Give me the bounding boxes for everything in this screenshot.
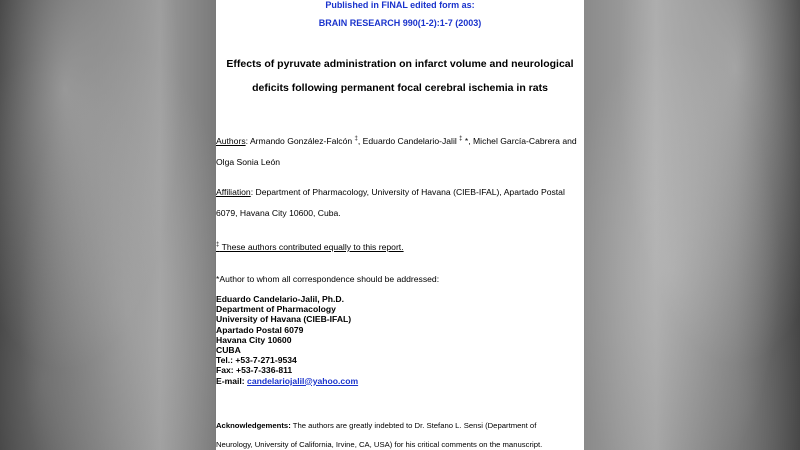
address-email-row (216, 376, 358, 386)
address-country: CUBA (216, 345, 241, 356)
author-2-mark: ‡ (459, 136, 463, 142)
publication-line-1: Published in FINAL edited form as: (325, 0, 475, 10)
address-telephone: Tel.: +53-7-271-9534 (216, 355, 297, 366)
authors-line-2: Olga Sonia León (216, 157, 281, 167)
affiliation-line-2: 6079, Havana City 10600, Cuba. (216, 208, 341, 218)
equal-contribution-text: These authors contributed equally to this report. (219, 242, 404, 252)
equal-contribution-mark: ‡ (216, 242, 220, 248)
address-name: Eduardo Candelario-Jalil, Ph.D. (216, 294, 344, 304)
document-page (216, 0, 584, 450)
paper-title-line-1: Effects of pyruvate administration on infarct volume and neurological (226, 58, 574, 70)
email-link[interactable]: candelariojalil@yahoo.com (247, 375, 359, 386)
authors-sep: : (245, 136, 250, 146)
authors-line-1 (216, 136, 577, 146)
acknowledgements-label: Acknowledgements: (216, 421, 291, 430)
author-2-suffix: *, Michel García-Cabrera and (462, 136, 577, 146)
paper-title-line-2: deficits following permanent focal cerebral ischemia in rats (252, 82, 548, 94)
address-city: Havana City 10600 (216, 334, 292, 345)
acknowledgements-text: The authors are greatly indebted to Dr. Stefano L. Sensi (Department of (290, 421, 537, 430)
equal-contribution-note (216, 242, 404, 252)
correspondence-note: *Author to whom all correspondence should be addressed: (216, 274, 440, 284)
author-1: Armando González-Falcón (249, 136, 353, 146)
author-2: Eduardo Candelario-Jalil (362, 136, 457, 146)
acknowledgements-line-2: Neurology, University of California, Irvine, CA, USA) for his critical comments on the manuscript. (216, 440, 543, 449)
affiliation-line-1 (216, 187, 565, 197)
address-university: University of Havana (CIEB-IFAL) (216, 314, 352, 325)
affiliation-text: : Department of Pharmacology, University of Havana (CIEB-IFAL), Apartado Postal (250, 187, 565, 197)
address-department: Department of Pharmacology (216, 304, 336, 315)
correspondence-address (216, 294, 358, 386)
email-label: E-mail: (216, 375, 248, 386)
address-postal: Apartado Postal 6079 (216, 324, 304, 335)
publication-journal: BRAIN RESEARCH 990(1-2):1-7 (2003) (318, 18, 482, 28)
authors-label: Authors (216, 136, 246, 146)
author-2-prefix: , (357, 136, 363, 146)
author-1-mark: ‡ (354, 136, 358, 142)
acknowledgements-line-1 (216, 421, 536, 430)
affiliation-label: Affiliation (216, 187, 251, 197)
address-fax: Fax: +53-7-336-811 (216, 365, 293, 376)
